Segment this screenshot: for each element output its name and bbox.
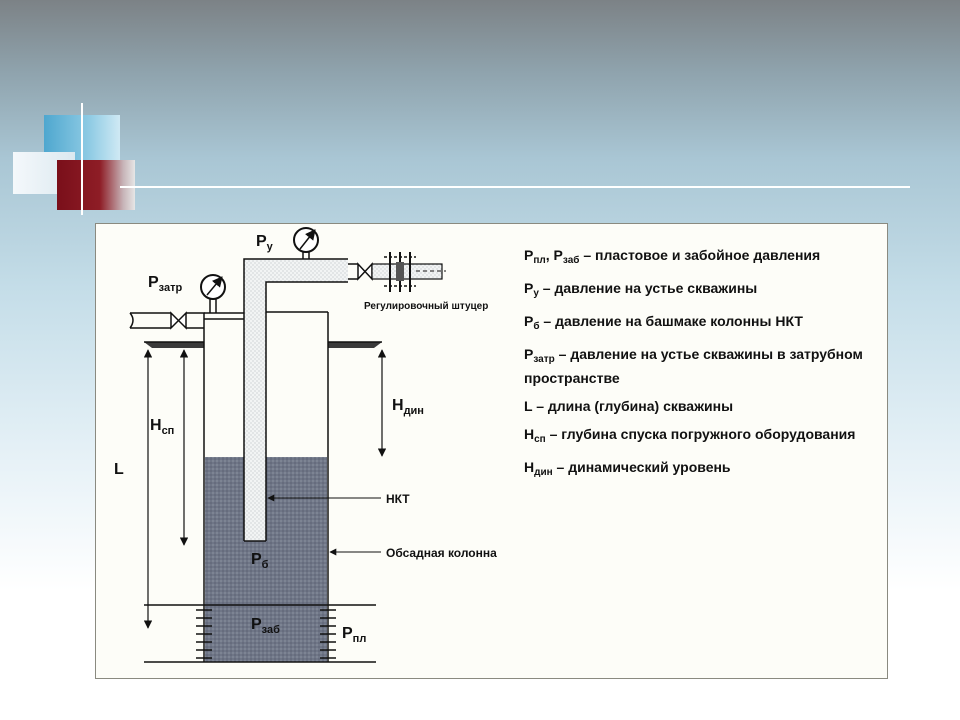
label-casing: Обсадная колонна (386, 546, 497, 560)
label-pb: $P_б$ (251, 551, 269, 571)
label-hsp: $H_{сп}$ (150, 417, 175, 437)
tubing-gauge-icon (294, 228, 318, 259)
choke-outlet (348, 252, 446, 292)
legend-item: $P_у$ – давление на устье скважины (524, 280, 758, 299)
label-nkt: НКТ (386, 492, 410, 506)
label-pu: $P_у$ (256, 233, 273, 253)
legend-item: $P_б$ – давление на башмаке колонны НКТ (524, 313, 803, 332)
annulus-valve-icon (171, 313, 186, 328)
decor-vertical-line (81, 103, 83, 215)
label-hdin: $H_{дин}$ (392, 397, 424, 417)
label-pzatr: $P_{затр}$ (148, 274, 183, 294)
legend (524, 246, 884, 491)
label-pzab: $P_{заб}$ (251, 616, 280, 636)
legend-item: $P_{пл}$, $P_{заб}$ – пластовое и забойное давления (524, 247, 821, 266)
choke-valve-icon (358, 264, 372, 279)
annulus-gauge-icon (201, 275, 225, 313)
legend-item: $P_{затр}$ – давление на устье скважины в затрубном пространстве (524, 346, 863, 386)
legend-item: L – длина (глубина) скважины (524, 398, 734, 414)
legend-item: $H_{дин}$ – динамический уровень (524, 459, 731, 478)
decor-horizontal-line (120, 186, 910, 188)
label-l: L (114, 461, 124, 478)
decor-red-square (57, 160, 135, 210)
diagram-panel (95, 223, 888, 679)
label-ppl: $P_{пл}$ (342, 625, 367, 645)
label-shtucer: Регулировочный штуцер (364, 301, 489, 312)
annulus-outlet (130, 313, 244, 328)
legend-item: $H_{сп}$ – глубина спуска погружного оборудования (524, 426, 856, 445)
